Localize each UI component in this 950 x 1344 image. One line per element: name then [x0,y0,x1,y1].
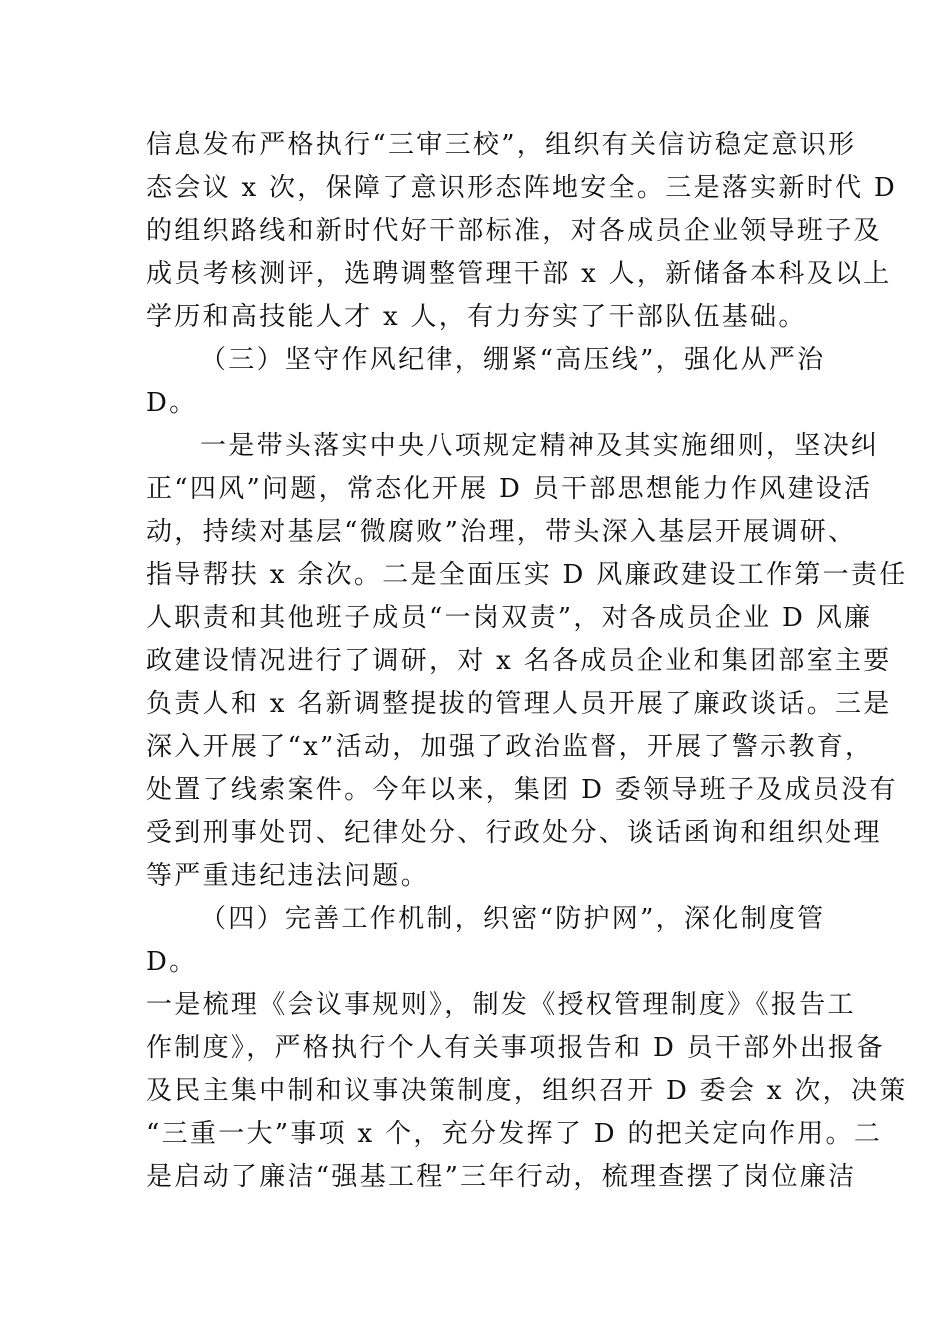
section-heading-continuation: D。 [146,388,198,418]
text-line: 深入开展了“x”活动，加强了政治监督，开展了警示教育， [146,732,874,762]
text-line: 学历和高技能人才 x 人，有力夯实了干部队伍基础。 [146,302,807,332]
text-line: 及民主集中制和议事决策制度，组织召开 D 委会 x 次，决策 [146,1076,908,1106]
text-line: 的组织路线和新时代好干部标准，对各成员企业领导班子及 [146,216,882,246]
text-line: 是启动了廉洁“强基工程”三年行动，梳理查摆了岗位廉洁 [146,1162,857,1192]
text-line: 成员考核测评，选聘调整管理干部 x 人，新储备本科及以上 [146,259,892,289]
text-line: “三重一大”事项 x 个，充分发挥了 D 的把关定向作用。二 [146,1119,883,1149]
text-line: 一是带头落实中央八项规定精神及其实施细则，坚决纠 [200,431,880,461]
section-heading: （三）坚守作风纪律，绷紧“高压线”，强化从严治 [200,345,826,375]
text-line: 受到刑事处罚、纪律处分、行政处分、谈话函询和组织处理 [146,818,882,848]
text-line: 一是梳理《会议事规则》，制发《授权管理制度》《报告工 [146,990,856,1020]
text-line: 态会议 x 次，保障了意识形态阵地安全。三是落实新时代 D [146,173,898,203]
text-line: 等严重违纪违法问题。 [146,861,430,891]
section-heading: （四）完善工作机制，织密“防护网”，深化制度管 [200,904,826,934]
text-line: 作制度》，严格执行个人有关事项报告和 D 员干部外出报备 [146,1033,885,1063]
text-line: 信息发布严格执行“三审三校”，组织有关信访稳定意识形 [146,130,857,160]
text-line: 政建设情况进行了调研，对 x 名各成员企业和集团部室主要 [146,646,892,676]
text-line: 人职责和其他班子成员“一岗双责”，对各成员企业 D 风廉 [146,603,873,633]
text-line: 正“四风”问题，常态化开展 D 员干部思想能力作风建设活 [146,474,873,504]
text-line: 负责人和 x 名新调整提拔的管理人员开展了廉政谈话。三是 [146,689,892,719]
section-heading-continuation: D。 [146,947,198,977]
text-line: 指导帮扶 x 余次。二是全面压实 D 风廉政建设工作第一责任 [146,560,908,590]
text-line: 动，持续对基层“微腐败”治理，带头深入基层开展调研、 [146,517,857,547]
text-line: 处置了线索案件。今年以来，集团 D 委领导班子及成员没有 [146,775,898,805]
